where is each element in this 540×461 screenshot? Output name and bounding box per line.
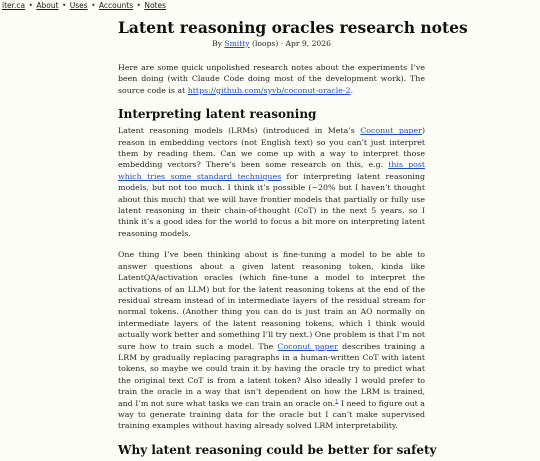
coconut-paper-link[interactable]: Coconut paper: [360, 126, 422, 136]
paragraph-1: [118, 125, 425, 239]
intro-text: Here are some quick unpolished research notes about the experiments I’ve been doing (with Claude Code doing most of the development work). The source code is at: [118, 63, 425, 95]
nav-separator: •: [61, 1, 67, 10]
byline: [118, 39, 425, 49]
nav-link-uses[interactable]: Uses: [69, 1, 88, 10]
nav-separator: •: [91, 1, 96, 10]
nav-separator: •: [28, 1, 33, 10]
nav-link-notes[interactable]: Notes: [144, 1, 166, 10]
p1-text-a: Latent reasoning models (LRMs) (introduced in Meta’s: [118, 126, 355, 136]
coconut-paper-link-2[interactable]: Coconut paper: [277, 341, 338, 351]
nav-separator: •: [136, 1, 141, 10]
article: [118, 0, 468, 461]
footnote-ref[interactable]: 1: [335, 397, 339, 404]
p1-text-c: for interpreting latent reasoning models, but not too much. I think it’s possible (~20% but I haven’t thought about this much) that we will have frontier models that partially or fully use latent reasoning in their chain-of-thought (CoT) in the next 5 years, so I think it’s a good idea for the world to focus a bit more on interpreting latent reasoning models.: [118, 171, 425, 238]
nav-link-about[interactable]: About: [36, 1, 59, 10]
p2-text-a: One thing I’ve been thinking about is fine-tuning a model to be able to answer questions about a given latent reasoning token, kinda like LatentQA/activation oracles (which fine-tune a model to interpret the activations of an LLM) but for the latent reasoning tokens at the end of the residual stream instead of in intermediate layers of the residual stream for normal tokens. (Another thing you can do is just train an AO normally on intermediate layers of the latent reasoning tokens, which I think would actually work better and something I’ll try next.) One problem is that I’m not sure how to train such a model. The: [118, 250, 425, 351]
intro-paragraph: [118, 62, 425, 96]
byline-meta: (loops) · Apr 9, 2026: [252, 39, 331, 48]
paragraph-2: [118, 249, 425, 432]
p2-text-b: describes training a LRM by gradually replacing paragraphs in a human-written CoT with latent tokens, so maybe we could train it by having the oracle try to predict what the original text CoT is from a latent token? Also ideally I would prefer to train the oracle in a way that isn’t dependent on how the LRM is trained, and I’m not sure what tasks we can train an oracle on.: [118, 341, 425, 408]
nav-link-accounts[interactable]: Accounts: [98, 1, 134, 10]
nav-link-home[interactable]: iter.ca: [2, 1, 26, 10]
source-code-link[interactable]: https://github.com/syvb/coconut-oracle-2: [187, 85, 351, 95]
standard-techniques-link[interactable]: this post which tries some standard techniques: [118, 160, 425, 181]
author-link[interactable]: Smitty: [224, 39, 250, 48]
section-heading-safety: Why latent reasoning could be better for safety: [118, 442, 437, 457]
intro-end: .: [350, 85, 354, 95]
page-title: Latent reasoning oracles research notes: [118, 18, 468, 37]
byline-prefix: By: [212, 39, 222, 48]
section-heading-interpreting: Interpreting latent reasoning: [118, 107, 317, 122]
p1-text-b: ) reason in embedding vectors (not English text) so you can’t just interpret them by reading them. Can we come up with a way to interpret those embedding vectors? There’s been some research on this, e.g.: [118, 126, 425, 170]
p2-text-c: I need to figure out a way to generate training data for the oracle but I can’t make supervised training examples without having already solved LRM interpretability.: [118, 398, 425, 431]
